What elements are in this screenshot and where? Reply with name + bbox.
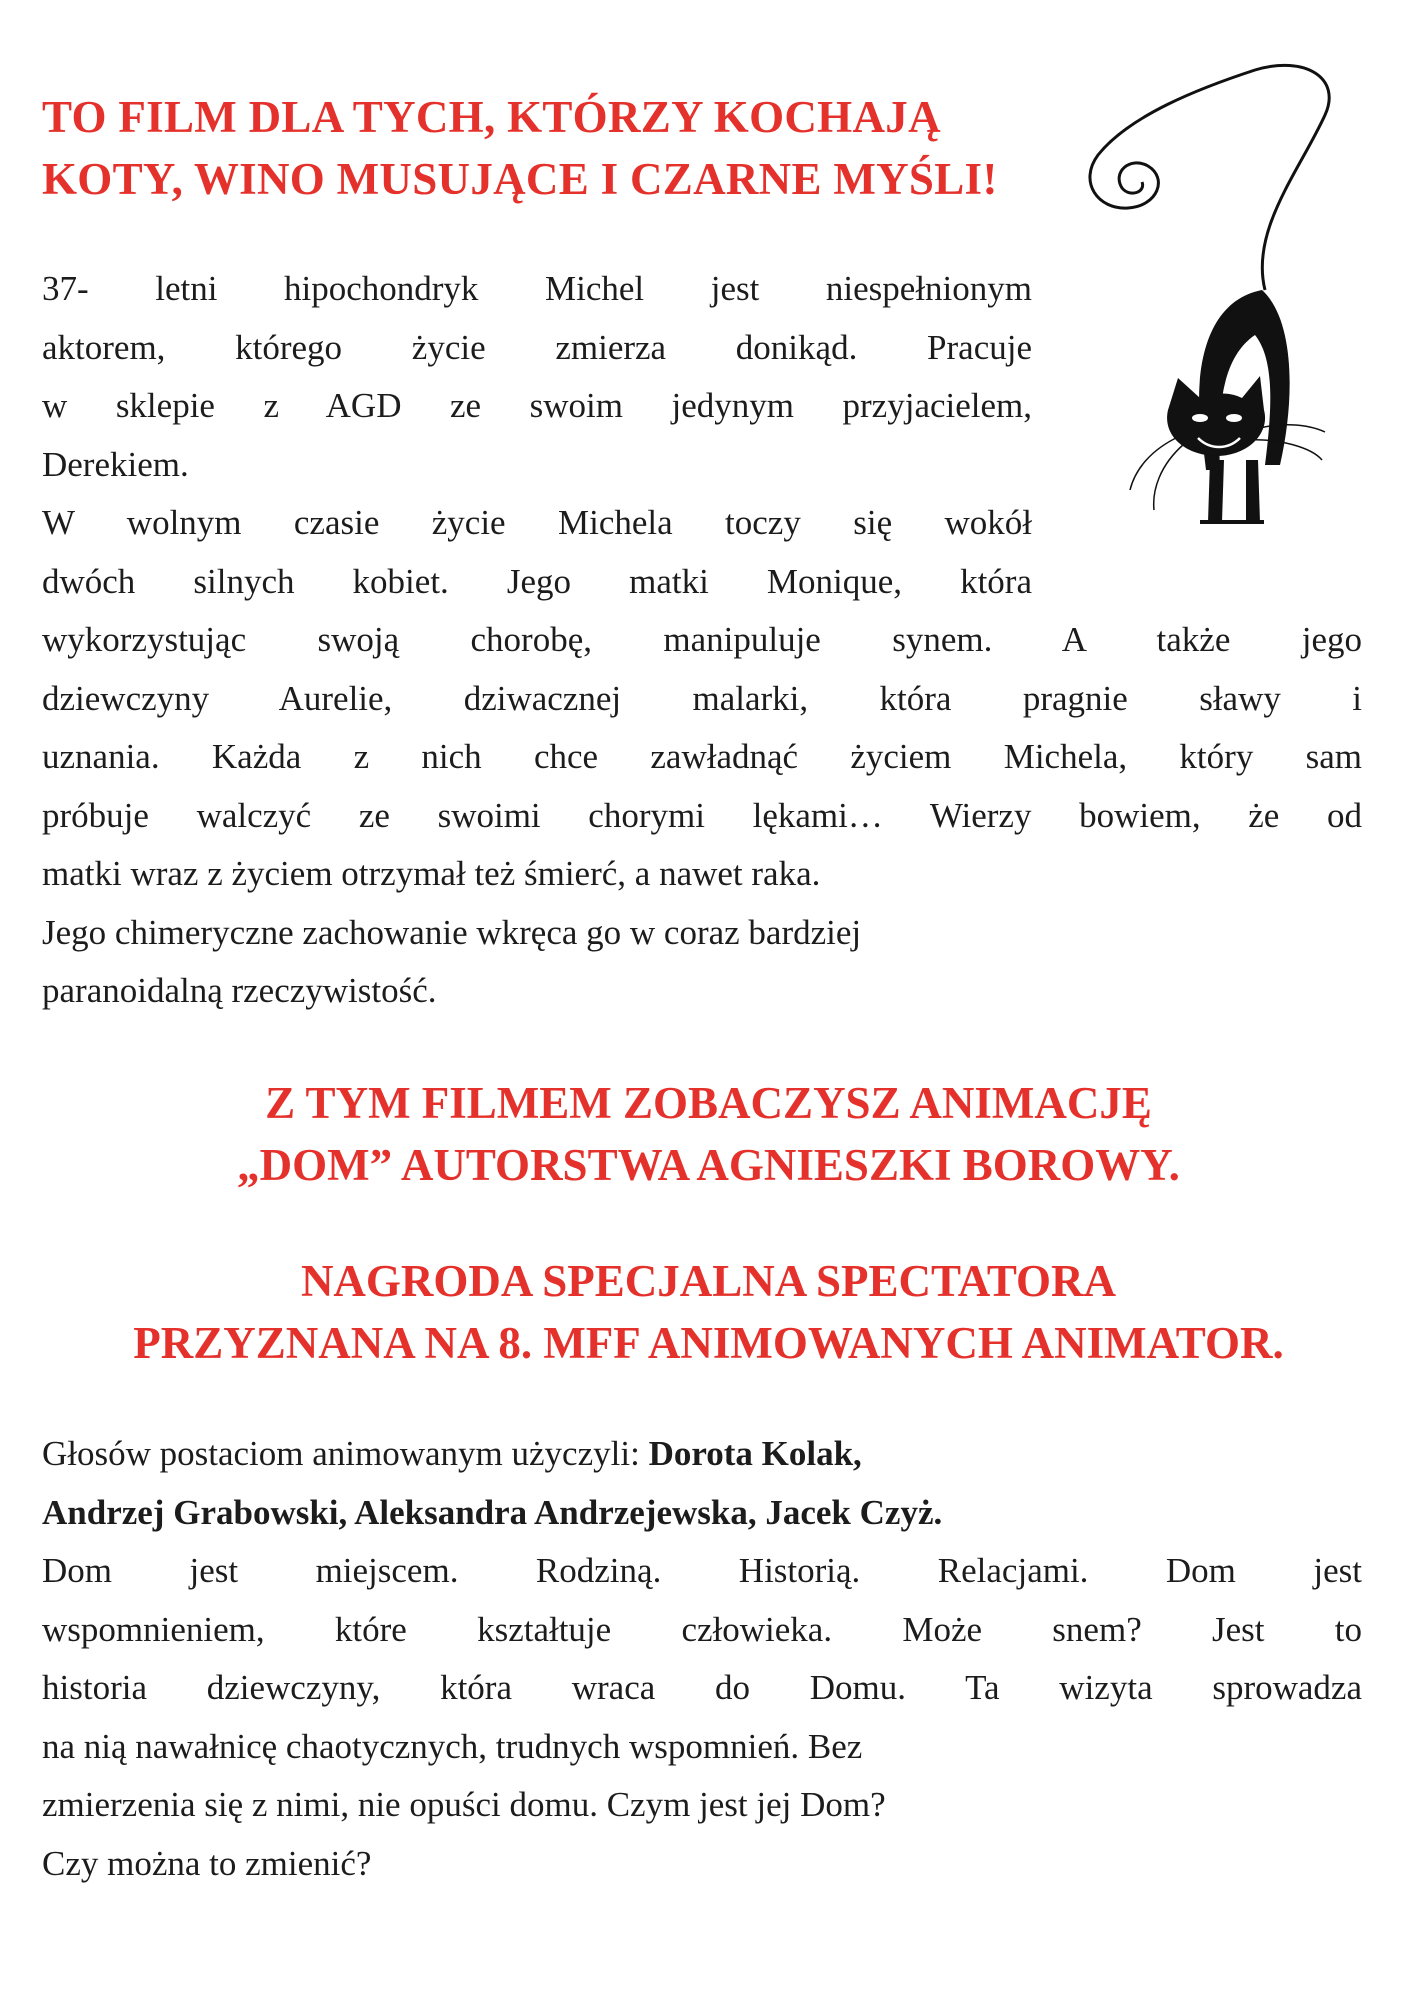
credits-intro: Głosów postaciom animowanym użyczyli: [42,1434,649,1473]
synopsis-line: dwóch silnych kobiet. Jego matki Monique, która [42,561,1032,601]
synopsis-line: W wolnym czasie życie Michela toczy się wokół [42,503,1032,542]
credits-line: Dom jest miejscem. Rodziną. Historią. Relacjami. Dom jest [42,1551,1362,1590]
credits-names-line [42,1484,1362,1543]
animation-announcement [0,1072,1417,1196]
voice-actor-names: Andrzej Grabowski, Aleksandra Andrzejewska, Jacek Czyż. [42,1492,943,1532]
award-announcement [0,1250,1417,1374]
announcement-line-2: „DOM” AUTORSTWA AGNIESZKI BOROWY. [237,1140,1180,1190]
voice-actor-names: Dorota Kolak, [648,1434,862,1473]
synopsis-line: wykorzystując swoją chorobę, manipuluje synem. A także jego [42,620,1362,659]
award-line-2: PRZYZNANA NA 8. MFF ANIMOWANYCH ANIMATOR. [133,1318,1284,1368]
announcement-line-1: Z TYM FILMEM ZOBACZYSZ ANIMACJĘ [265,1078,1152,1128]
credits-line: Czy można to zmienić? [42,1843,372,1883]
synopsis-line: 37- letni hipochondryk Michel jest niespełnionym [42,269,1032,308]
headline-line-2: KOTY, WINO MUSUJĄCE I CZARNE MYŚLI! [42,154,998,204]
synopsis-line: w sklepie z AGD ze swoim jedynym przyjacielem, [42,386,1032,425]
synopsis [42,260,1372,1021]
synopsis-line: paranoidalną rzeczywistość. [42,971,437,1010]
synopsis-line: próbuje walczyć ze swoimi chorymi lękami… Wierzy bowiem, że od [42,795,1362,835]
credits-intro-line [42,1425,1362,1484]
credits-line: historia dziewczyny, która wraca do Domu. Ta wizyta sprowadza [42,1668,1362,1707]
synopsis-line: aktorem, którego życie zmierza donikąd. Pracuje [42,327,1032,367]
headline [42,86,1052,210]
synopsis-line: Derekiem. [42,444,189,484]
synopsis-line: matki wraz z życiem otrzymał też śmierć, a nawet raka. [42,854,821,893]
credits-line: zmierzenia się z nimi, nie opuści domu. Czym jest jej Dom? [42,1785,886,1824]
synopsis-line: dziewczyny Aurelie, dziwacznej malarki, która pragnie sławy i [42,678,1362,718]
award-line-1: NAGRODA SPECJALNA SPECTATORA [300,1256,1117,1306]
synopsis-line: uznania. Każda z nich chce zawładnąć życiem Michela, który sam [42,737,1362,776]
headline-line-1: TO FILM DLA TYCH, KTÓRZY KOCHAJĄ [42,92,941,142]
synopsis-line: Jego chimeryczne zachowanie wkręca go w coraz bardziej [42,912,862,952]
credits-paragraph [42,1425,1362,1893]
credits-line: wspomnieniem, które kształtuje człowieka. Może snem? Jest to [42,1609,1362,1649]
credits-line: na nią nawałnicę chaotycznych, trudnych wspomnień. Bez [42,1726,863,1766]
